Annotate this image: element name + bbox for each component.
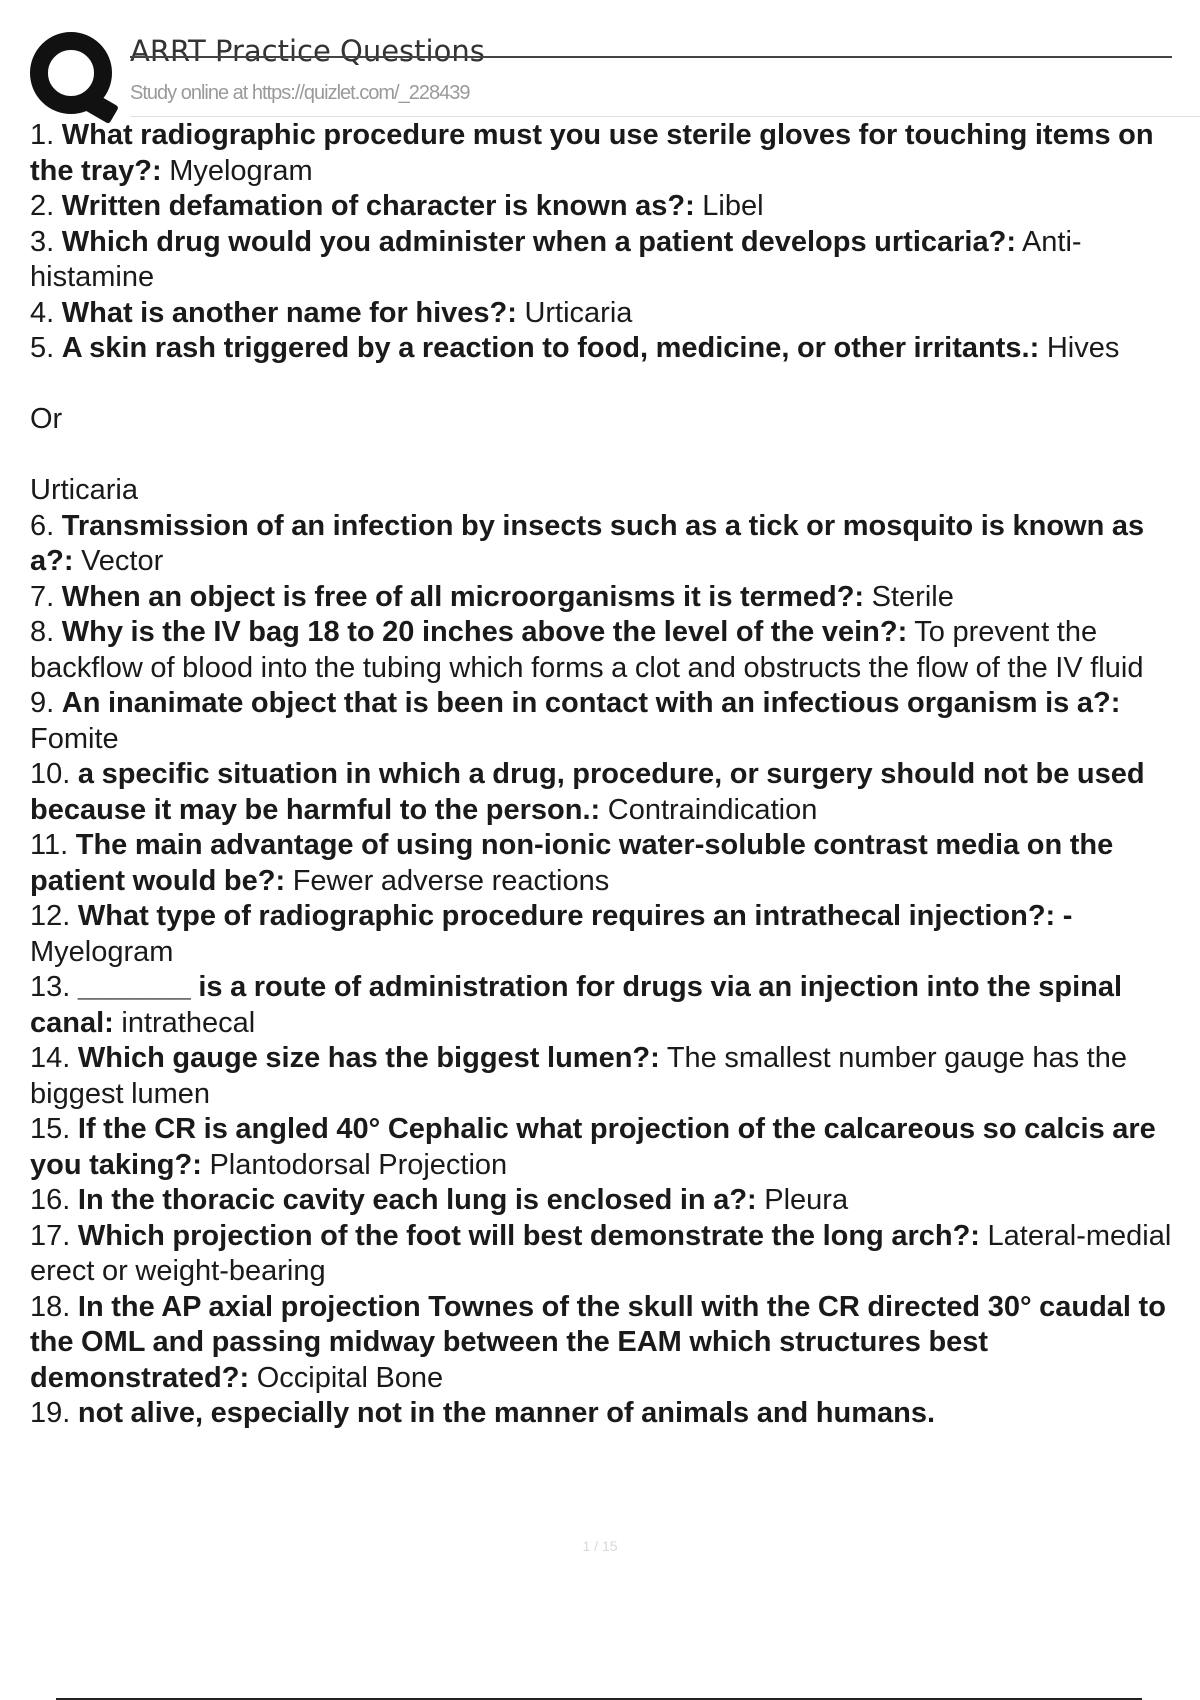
item-question: The main advantage of using non-ionic water-soluble contrast media on the patient would be?: bbox=[30, 829, 1121, 897]
item-answer: Myelogram bbox=[30, 935, 174, 968]
item-answer: Plantodorsal Projection bbox=[209, 1148, 508, 1181]
qa-item bbox=[30, 1112, 1195, 1183]
item-question: Written defamation of character is known as?: bbox=[61, 190, 695, 222]
item-answer: Pleura bbox=[764, 1184, 849, 1216]
item-number: 14. bbox=[30, 1042, 71, 1074]
item-answer: Anti-histamine bbox=[30, 225, 1082, 293]
page-number: 1 / 15 bbox=[582, 1538, 618, 1554]
qa-item bbox=[30, 615, 1195, 686]
item-question: Which gauge size has the biggest lumen?: bbox=[77, 1042, 660, 1074]
item-question: A skin rash triggered by a reaction to food, medicine, or other irritants.: bbox=[61, 332, 1040, 364]
qa-item bbox=[30, 899, 1195, 970]
item-question: a specific situation in which a drug, procedure, or surgery should not be used because it may be harmful to the person.: bbox=[30, 758, 1153, 826]
question-answer-list bbox=[30, 118, 1195, 1432]
item-number: 16. bbox=[30, 1184, 71, 1216]
item-question: What is another name for hives?: bbox=[61, 296, 517, 329]
item-number: 12. bbox=[30, 900, 71, 932]
item-question: _______ is a route of administration for drugs via an injection into the spinal canal: bbox=[30, 971, 1130, 1039]
item-number: 10. bbox=[30, 758, 71, 790]
item-number: 8. bbox=[30, 616, 55, 648]
item-answer: Hives Or Urticaria bbox=[30, 332, 1120, 506]
qa-item bbox=[30, 1183, 1195, 1219]
title-strike-rule bbox=[130, 56, 1172, 58]
qa-item bbox=[30, 1396, 1195, 1432]
item-question: In the thoracic cavity each lung is enclosed in a?: bbox=[77, 1184, 757, 1216]
qa-item bbox=[30, 1219, 1195, 1290]
qa-item bbox=[30, 970, 1195, 1041]
item-number: 17. bbox=[30, 1219, 71, 1252]
item-question: not alive, especially not in the manner of animals and humans. bbox=[77, 1397, 936, 1429]
item-number: 4. bbox=[30, 296, 55, 329]
item-answer: Fomite bbox=[30, 722, 119, 755]
qa-item bbox=[30, 686, 1195, 757]
item-answer: The smallest number gauge has the biggest lumen bbox=[30, 1042, 1135, 1110]
qa-item bbox=[30, 225, 1195, 296]
qa-item bbox=[30, 509, 1195, 580]
item-question: Which drug would you administer when a patient develops urticaria?: bbox=[61, 225, 1016, 258]
item-number: 15. bbox=[30, 1113, 71, 1145]
item-question: Why is the IV bag 18 to 20 inches above the level of the vein?: bbox=[61, 616, 908, 648]
item-question: In the AP axial projection Townes of the skull with the CR directed 30° caudal to the OML and passing midway between the EAM which structures best demonstrated?: bbox=[30, 1290, 1174, 1394]
qa-item bbox=[30, 118, 1195, 189]
qa-item bbox=[30, 331, 1195, 509]
item-question: Transmission of an infection by insects such as a tick or mosquito is known as a?: bbox=[30, 509, 1152, 577]
item-answer: Contraindication bbox=[607, 793, 818, 826]
qa-item bbox=[30, 757, 1195, 828]
item-answer: Libel bbox=[702, 190, 764, 222]
item-number: 9. bbox=[30, 687, 55, 719]
qa-item bbox=[30, 580, 1195, 616]
study-online-link-text: Study online at https://quizlet.com/_228439 bbox=[130, 82, 470, 104]
item-answer: Myelogram bbox=[169, 154, 313, 187]
item-question: When an object is free of all microorganisms it is termed?: bbox=[61, 580, 865, 613]
item-number: 5. bbox=[30, 332, 55, 364]
item-answer: Lateral-medial erect or weight-bearing bbox=[30, 1219, 1179, 1287]
item-number: 6. bbox=[30, 509, 55, 542]
document-header bbox=[30, 30, 1200, 120]
item-answer: Sterile bbox=[871, 580, 954, 613]
item-question: If the CR is angled 40° Cephalic what projection of the calcareous so calcis are you taking?: bbox=[30, 1113, 1164, 1181]
qa-item bbox=[30, 189, 1195, 225]
item-question: An inanimate object that is been in contact with an infectious organism is a?: bbox=[61, 687, 1121, 719]
qa-item bbox=[30, 828, 1195, 899]
document-title: ARRT Practice Questions bbox=[130, 34, 485, 68]
item-question: What radiographic procedure must you use sterile gloves for touching items on the tray?: bbox=[30, 119, 1162, 187]
item-number: 13. bbox=[30, 971, 71, 1003]
item-answer: Vector bbox=[81, 545, 164, 577]
qa-item bbox=[30, 1041, 1195, 1112]
item-answer: intrathecal bbox=[121, 1006, 256, 1039]
item-answer: Urticaria bbox=[524, 296, 633, 329]
item-question: What type of radiographic procedure requires an intrathecal injection?: - bbox=[77, 900, 1073, 932]
quizlet-logo-icon bbox=[30, 32, 112, 114]
item-answer: Fewer adverse reactions bbox=[292, 864, 610, 897]
item-number: 2. bbox=[30, 190, 55, 222]
item-number: 3. bbox=[30, 225, 55, 258]
item-number: 1. bbox=[30, 119, 55, 151]
item-number: 7. bbox=[30, 580, 55, 613]
item-question: Which projection of the foot will best demonstrate the long arch?: bbox=[77, 1219, 980, 1252]
qa-item bbox=[30, 296, 1195, 332]
item-answer: Occipital Bone bbox=[256, 1361, 444, 1394]
header-divider bbox=[130, 116, 1200, 117]
item-number: 19. bbox=[30, 1397, 71, 1429]
item-number: 11. bbox=[30, 829, 69, 861]
qa-item bbox=[30, 1290, 1195, 1397]
item-answer: To prevent the backflow of blood into the tubing which forms a clot and obstructs the flow of the IV fluid bbox=[30, 616, 1144, 684]
item-number: 18. bbox=[30, 1290, 71, 1323]
